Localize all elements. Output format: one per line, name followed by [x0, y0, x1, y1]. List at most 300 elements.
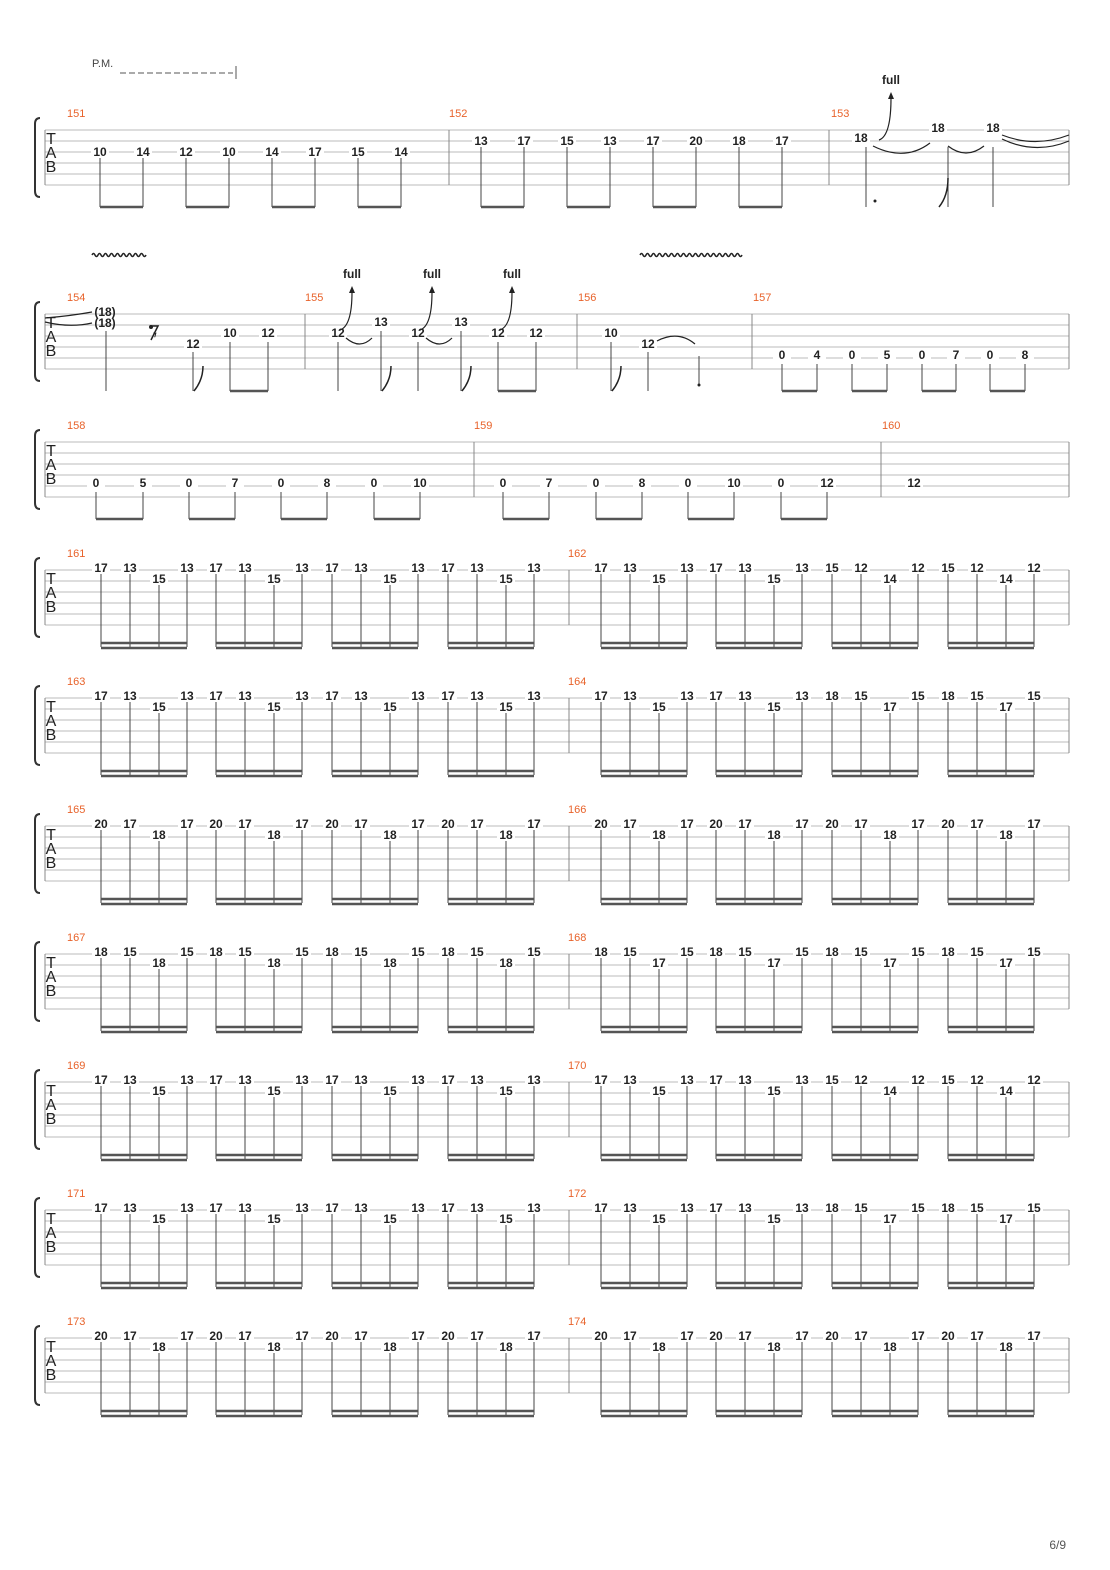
- measure-number: 159: [474, 420, 493, 432]
- fret-number: 18: [499, 956, 513, 970]
- fret-number: 12: [411, 326, 425, 340]
- fret-number: 17: [709, 689, 723, 703]
- fret-number: 10: [604, 326, 618, 340]
- fret-number: 15: [560, 134, 574, 148]
- fret-number: 17: [209, 561, 223, 575]
- fret-number: 0: [92, 476, 100, 490]
- fret-number: 15: [354, 945, 368, 959]
- fret-number: 17: [209, 1201, 223, 1215]
- fret-number: 15: [499, 1212, 513, 1226]
- fret-number: 13: [123, 1073, 137, 1087]
- fret-number: 13: [738, 1201, 752, 1215]
- fret-number: 17: [709, 1201, 723, 1215]
- tab-clef-letter: A: [45, 841, 57, 858]
- tab-clef-letter: A: [45, 457, 57, 474]
- fret-number: 15: [267, 1084, 281, 1098]
- fret-number: 20: [825, 1329, 839, 1343]
- tab-clef-letter: B: [45, 1239, 57, 1256]
- fret-number: 15: [652, 572, 666, 586]
- fret-number: 14: [999, 572, 1013, 586]
- fret-number: 18: [267, 828, 281, 842]
- fret-number: 17: [94, 689, 108, 703]
- fret-number: 17: [209, 1073, 223, 1087]
- fret-number: 12: [820, 476, 834, 490]
- fret-number: 14: [883, 572, 897, 586]
- fret-number: 12: [186, 337, 200, 351]
- fret-number: 18: [931, 121, 945, 135]
- fret-number: 17: [970, 817, 984, 831]
- fret-number: 8: [323, 476, 331, 490]
- palm-mute-label: P.M.: [92, 58, 114, 70]
- fret-number: 5: [883, 348, 891, 362]
- bend-curve: [340, 292, 352, 330]
- fret-number: 13: [680, 689, 694, 703]
- fret-number: 15: [825, 1073, 839, 1087]
- fret-number: 20: [94, 1329, 108, 1343]
- fret-number: 15: [1027, 945, 1041, 959]
- fret-number: 12: [529, 326, 543, 340]
- measure-number: 169: [67, 1060, 86, 1072]
- system-bracket: [35, 118, 40, 197]
- fret-number: 0: [684, 476, 692, 490]
- tab-clef-letter: B: [45, 983, 57, 1000]
- fret-number: 17: [854, 1329, 868, 1343]
- bend-label: full: [343, 267, 361, 281]
- fret-number: 15: [767, 1084, 781, 1098]
- dot: [874, 200, 877, 203]
- fret-number: 17: [594, 1073, 608, 1087]
- vibrato-line: [640, 254, 742, 257]
- fret-number: 13: [238, 1201, 252, 1215]
- fret-number: 17: [883, 956, 897, 970]
- fret-number: 13: [795, 561, 809, 575]
- flag: [612, 366, 621, 391]
- bend-arrowhead: [509, 286, 515, 293]
- fret-number: 0: [848, 348, 856, 362]
- measure-number: 158: [67, 420, 86, 432]
- bend-curve: [879, 98, 891, 140]
- measure-number: 162: [568, 548, 587, 560]
- fret-number: 15: [941, 561, 955, 575]
- fret-number: 18: [152, 1340, 166, 1354]
- fret-number: 20: [441, 817, 455, 831]
- fret-number: 12: [970, 1073, 984, 1087]
- fret-number: 17: [325, 1201, 339, 1215]
- tab-clef-letter: A: [45, 1225, 57, 1242]
- bend-curve: [420, 292, 432, 330]
- fret-number: 15: [383, 700, 397, 714]
- fret-number: 17: [123, 817, 137, 831]
- fret-number: 0: [986, 348, 994, 362]
- measure-number: 167: [67, 932, 86, 944]
- fret-number: 13: [295, 1073, 309, 1087]
- tie: [657, 336, 695, 344]
- fret-number: 13: [180, 561, 194, 575]
- tab-clef-letter: A: [45, 1097, 57, 1114]
- fret-number: 17: [1027, 817, 1041, 831]
- fret-number: 0: [592, 476, 600, 490]
- tab-clef-letter: B: [45, 1367, 57, 1384]
- fret-number: 18: [999, 828, 1013, 842]
- fret-number: 17: [325, 561, 339, 575]
- fret-number: 13: [354, 561, 368, 575]
- fret-number: 10: [222, 145, 236, 159]
- fret-number: 15: [180, 945, 194, 959]
- fret-number: 17: [680, 1329, 694, 1343]
- measure-number: 165: [67, 804, 86, 816]
- fret-number: 4: [813, 348, 821, 362]
- tie: [346, 338, 372, 344]
- fret-number: 13: [738, 689, 752, 703]
- fret-number: 18: [267, 1340, 281, 1354]
- fret-number: 15: [295, 945, 309, 959]
- fret-number: 13: [680, 1201, 694, 1215]
- measure-number: 161: [67, 548, 86, 560]
- fret-number: 20: [209, 1329, 223, 1343]
- fret-number: 15: [652, 1084, 666, 1098]
- tab-clef-letter: B: [45, 727, 57, 744]
- dot: [698, 384, 701, 387]
- fret-number: 15: [383, 1084, 397, 1098]
- fret-number: 15: [941, 1073, 955, 1087]
- fret-number: 10: [93, 145, 107, 159]
- fret-number: 17: [970, 1329, 984, 1343]
- tab-clef-letter: A: [45, 713, 57, 730]
- bend-arrowhead: [888, 92, 894, 99]
- measure-number: 174: [568, 1316, 587, 1328]
- system-bracket: [35, 558, 40, 637]
- system-bracket: [35, 302, 40, 381]
- fret-number: 20: [594, 817, 608, 831]
- fret-number: 13: [454, 315, 468, 329]
- fret-number: 12: [854, 1073, 868, 1087]
- fret-number: 0: [778, 348, 786, 362]
- fret-number: 12: [179, 145, 193, 159]
- tab-clef-letter: T: [46, 315, 56, 332]
- fret-number: 17: [527, 1329, 541, 1343]
- fret-number: 20: [689, 134, 703, 148]
- fret-number: 15: [854, 689, 868, 703]
- fret-number: 18: [709, 945, 723, 959]
- fret-number: 17: [295, 1329, 309, 1343]
- fret-number: 17: [709, 1073, 723, 1087]
- tab-clef-letter: A: [45, 585, 57, 602]
- measure-number: 170: [568, 1060, 587, 1072]
- fret-number: 12: [854, 561, 868, 575]
- measure-number: 163: [67, 676, 86, 688]
- fret-number: (18): [94, 305, 116, 319]
- fret-number: 13: [180, 1073, 194, 1087]
- fret-number: 13: [470, 1201, 484, 1215]
- fret-number: 13: [238, 561, 252, 575]
- fret-number: 13: [123, 561, 137, 575]
- fret-number: 15: [623, 945, 637, 959]
- bend-arrowhead: [349, 286, 355, 293]
- fret-number: 12: [491, 326, 505, 340]
- fret-number: 13: [623, 1201, 637, 1215]
- fret-number: 20: [941, 1329, 955, 1343]
- measure-number: 154: [67, 292, 86, 304]
- fret-number: 20: [825, 817, 839, 831]
- fret-number: 18: [594, 945, 608, 959]
- fret-number: 18: [941, 689, 955, 703]
- fret-number: 13: [123, 1201, 137, 1215]
- fret-number: 17: [209, 689, 223, 703]
- fret-number: 0: [185, 476, 193, 490]
- fret-number: 17: [999, 700, 1013, 714]
- measure-number: 166: [568, 804, 587, 816]
- fret-number: 17: [94, 1073, 108, 1087]
- tab-clef-letter: T: [46, 1083, 56, 1100]
- fret-number: 17: [594, 561, 608, 575]
- fret-number: 17: [709, 561, 723, 575]
- fret-number: 17: [441, 689, 455, 703]
- fret-number: 17: [854, 817, 868, 831]
- fret-number: 15: [854, 1201, 868, 1215]
- bend-label: full: [423, 267, 441, 281]
- fret-number: 15: [499, 700, 513, 714]
- fret-number: 0: [370, 476, 378, 490]
- fret-number: 14: [883, 1084, 897, 1098]
- fret-number: 18: [267, 956, 281, 970]
- fret-number: 14: [999, 1084, 1013, 1098]
- fret-number: 15: [652, 1212, 666, 1226]
- fret-number: 18: [652, 1340, 666, 1354]
- fret-number: 13: [411, 689, 425, 703]
- fret-number: 17: [795, 1329, 809, 1343]
- fret-number: 20: [709, 1329, 723, 1343]
- fret-number: 15: [499, 572, 513, 586]
- fret-number: 20: [941, 817, 955, 831]
- measure-number: 173: [67, 1316, 86, 1328]
- fret-number: 17: [680, 817, 694, 831]
- fret-number: 18: [767, 1340, 781, 1354]
- fret-number: 15: [499, 1084, 513, 1098]
- measure-number: 152: [449, 108, 468, 120]
- fret-number: 15: [970, 945, 984, 959]
- measure-number: 172: [568, 1188, 587, 1200]
- fret-number: 13: [180, 1201, 194, 1215]
- fret-number: 13: [795, 689, 809, 703]
- fret-number: 8: [1021, 348, 1029, 362]
- fret-number: 13: [527, 1201, 541, 1215]
- fret-number: 17: [94, 561, 108, 575]
- fret-number: 13: [295, 689, 309, 703]
- fret-number: 17: [883, 1212, 897, 1226]
- tab-clef-letter: T: [46, 1211, 56, 1228]
- fret-number: 12: [641, 337, 655, 351]
- fret-number: 12: [1027, 561, 1041, 575]
- measure-number: 171: [67, 1188, 86, 1200]
- fret-number: 15: [267, 572, 281, 586]
- tab-clef-letter: A: [45, 329, 57, 346]
- fret-number: 15: [351, 145, 365, 159]
- fret-number: 15: [911, 1201, 925, 1215]
- fret-number: 15: [470, 945, 484, 959]
- tab-clef-letter: B: [45, 471, 57, 488]
- system-bracket: [35, 1070, 40, 1149]
- fret-number: 17: [517, 134, 531, 148]
- fret-number: 17: [999, 956, 1013, 970]
- fret-number: 15: [152, 1212, 166, 1226]
- fret-number: 17: [123, 1329, 137, 1343]
- fret-number: 13: [680, 561, 694, 575]
- fret-number: 20: [709, 817, 723, 831]
- fret-number: 15: [767, 700, 781, 714]
- tab-clef-letter: A: [45, 969, 57, 986]
- fret-number: 17: [470, 817, 484, 831]
- fret-number: 13: [470, 1073, 484, 1087]
- fret-number: 18: [499, 828, 513, 842]
- fret-number: 17: [999, 1212, 1013, 1226]
- fret-number: 18: [732, 134, 746, 148]
- fret-number: 17: [180, 1329, 194, 1343]
- fret-number: 7: [545, 476, 553, 490]
- fret-number: 10: [727, 476, 741, 490]
- fret-number: 17: [527, 817, 541, 831]
- fret-number: 20: [94, 817, 108, 831]
- fret-number: 0: [777, 476, 785, 490]
- fret-number: 18: [94, 945, 108, 959]
- fret-number: 13: [238, 689, 252, 703]
- rest-dot: [149, 325, 153, 329]
- vibrato-line: [92, 254, 146, 257]
- fret-number: 15: [1027, 689, 1041, 703]
- fret-number: 17: [295, 817, 309, 831]
- fret-number: 17: [411, 817, 425, 831]
- fret-number: 17: [354, 817, 368, 831]
- fret-number: 15: [527, 945, 541, 959]
- fret-number: 5: [139, 476, 147, 490]
- fret-number: 17: [1027, 1329, 1041, 1343]
- fret-number: 14: [394, 145, 408, 159]
- fret-number: 17: [325, 689, 339, 703]
- fret-number: 13: [374, 315, 388, 329]
- fret-number: 20: [325, 1329, 339, 1343]
- measure-number: 153: [831, 108, 850, 120]
- fret-number: 13: [738, 1073, 752, 1087]
- fret-number: 15: [152, 572, 166, 586]
- tab-clef-letter: T: [46, 827, 56, 844]
- fret-number: 17: [470, 1329, 484, 1343]
- tab-clef-letter: B: [45, 159, 57, 176]
- fret-number: 13: [623, 689, 637, 703]
- fret-number: 13: [623, 561, 637, 575]
- fret-number: 18: [767, 828, 781, 842]
- tab-clef-letter: B: [45, 599, 57, 616]
- fret-number: 13: [354, 689, 368, 703]
- fret-number: 18: [999, 1340, 1013, 1354]
- fret-number: 13: [470, 561, 484, 575]
- measure-number: 156: [578, 292, 597, 304]
- fret-number: 12: [907, 476, 921, 490]
- fret-number: 12: [1027, 1073, 1041, 1087]
- fret-number: 15: [970, 1201, 984, 1215]
- fret-number: 15: [411, 945, 425, 959]
- fret-number: (18): [94, 316, 116, 330]
- fret-number: 17: [325, 1073, 339, 1087]
- fret-number: 15: [267, 1212, 281, 1226]
- fret-number: 13: [623, 1073, 637, 1087]
- fret-number: 13: [411, 1201, 425, 1215]
- fret-number: 18: [941, 1201, 955, 1215]
- fret-number: 12: [970, 561, 984, 575]
- fret-number: 15: [1027, 1201, 1041, 1215]
- fret-number: 20: [441, 1329, 455, 1343]
- fret-number: 13: [411, 561, 425, 575]
- fret-number: 14: [136, 145, 150, 159]
- fret-number: 17: [594, 689, 608, 703]
- fret-number: 17: [767, 956, 781, 970]
- fret-number: 13: [180, 689, 194, 703]
- fret-number: 18: [209, 945, 223, 959]
- fret-number: 20: [209, 817, 223, 831]
- fret-number: 18: [825, 1201, 839, 1215]
- fret-number: 17: [411, 1329, 425, 1343]
- fret-number: 15: [767, 1212, 781, 1226]
- tab-clef-letter: T: [46, 955, 56, 972]
- tab-clef-letter: B: [45, 855, 57, 872]
- measure-number: 168: [568, 932, 587, 944]
- bend-arrowhead: [429, 286, 435, 293]
- fret-number: 13: [795, 1201, 809, 1215]
- fret-number: 15: [911, 945, 925, 959]
- fret-number: 15: [738, 945, 752, 959]
- fret-number: 13: [603, 134, 617, 148]
- fret-number: 13: [295, 561, 309, 575]
- tab-clef-letter: T: [46, 571, 56, 588]
- fret-number: 18: [383, 828, 397, 842]
- fret-number: 15: [970, 689, 984, 703]
- fret-number: 15: [795, 945, 809, 959]
- measure-number: 155: [305, 292, 324, 304]
- fret-number: 17: [441, 561, 455, 575]
- tab-clef-letter: A: [45, 145, 57, 162]
- fret-number: 15: [680, 945, 694, 959]
- fret-number: 15: [152, 700, 166, 714]
- fret-number: 12: [911, 1073, 925, 1087]
- fret-number: 17: [738, 1329, 752, 1343]
- fret-number: 15: [854, 945, 868, 959]
- fret-number: 17: [646, 134, 660, 148]
- tie: [426, 338, 452, 344]
- fret-number: 17: [238, 817, 252, 831]
- fret-number: 15: [267, 700, 281, 714]
- fret-number: 0: [277, 476, 285, 490]
- fret-number: 10: [223, 326, 237, 340]
- fret-number: 15: [152, 1084, 166, 1098]
- fret-number: 18: [652, 828, 666, 842]
- measure-number: 151: [67, 108, 86, 120]
- fret-number: 17: [911, 817, 925, 831]
- tab-clef-letter: A: [45, 1353, 57, 1370]
- fret-number: 15: [825, 561, 839, 575]
- system-bracket: [35, 942, 40, 1021]
- fret-number: 13: [238, 1073, 252, 1087]
- measure-number: 157: [753, 292, 772, 304]
- fret-number: 13: [354, 1201, 368, 1215]
- fret-number: 18: [441, 945, 455, 959]
- fret-number: 20: [325, 817, 339, 831]
- tab-clef-letter: T: [46, 131, 56, 148]
- system-bracket: [35, 430, 40, 509]
- tab-clef-letter: T: [46, 1339, 56, 1356]
- fret-number: 10: [413, 476, 427, 490]
- measure-number: 160: [882, 420, 901, 432]
- fret-number: 18: [499, 1340, 513, 1354]
- fret-number: 18: [383, 956, 397, 970]
- fret-number: 17: [738, 817, 752, 831]
